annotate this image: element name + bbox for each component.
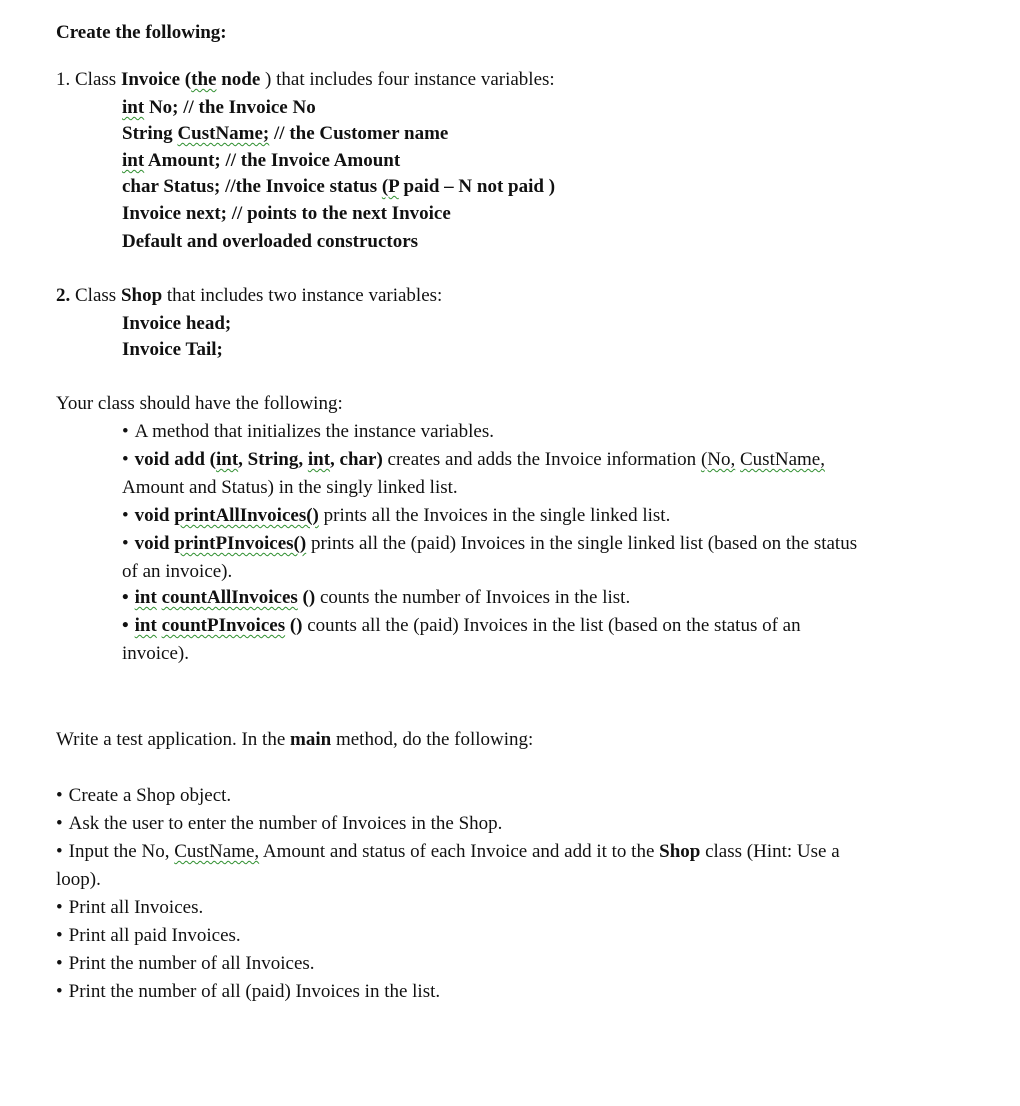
field-amount: int Amount; // the Invoice Amount: [122, 150, 401, 171]
field-constructors: Default and overloaded constructors: [122, 231, 419, 252]
requirement-continuation: of an invoice).: [122, 561, 233, 582]
requirement-item: • void add (int, String, int, char) creates and adds the Invoice information (No, CustName,: [122, 449, 825, 470]
requirement-item: • int countPInvoices () counts all the (paid) Invoices in the list (based on the status of an: [122, 615, 801, 636]
test-step: • Create a Shop object.: [56, 785, 232, 806]
test-intro: Write a test application. In the main method, do the following:: [56, 729, 534, 750]
requirements-intro: Your class should have the following:: [56, 393, 343, 414]
test-step: • Print all Invoices.: [56, 897, 204, 918]
field-next: Invoice next; // points to the next Invoice: [122, 203, 451, 224]
field-head: Invoice head;: [122, 313, 232, 334]
section-1-heading: 1. Class Invoice (the node ) that includes four instance variables:: [56, 69, 555, 90]
field-status: char Status; //the Invoice status (P paid – N not paid ): [122, 176, 556, 197]
test-step: • Print the number of all Invoices.: [56, 953, 315, 974]
requirement-item: • void printAllInvoices() prints all the Invoices in the single linked list.: [122, 505, 671, 526]
requirement-continuation: invoice).: [122, 643, 190, 664]
requirement-item: • int countAllInvoices () counts the number of Invoices in the list.: [122, 587, 631, 608]
requirement-continuation: Amount and Status) in the singly linked list.: [122, 477, 458, 498]
field-custname: String CustName; // the Customer name: [122, 123, 449, 144]
document-title: Create the following:: [56, 22, 227, 43]
test-step-continuation: loop).: [56, 869, 101, 890]
section-2-heading: 2. Class Shop that includes two instance variables:: [56, 285, 443, 306]
requirement-item: • A method that initializes the instance variables.: [122, 421, 494, 442]
test-step: • Print all paid Invoices.: [56, 925, 241, 946]
requirement-item: • void printPInvoices() prints all the (paid) Invoices in the single linked list (based on the status: [122, 533, 858, 554]
field-tail: Invoice Tail;: [122, 339, 223, 360]
test-step: • Print the number of all (paid) Invoices in the list.: [56, 981, 441, 1002]
field-no: int No; // the Invoice No: [122, 97, 316, 118]
test-step: • Ask the user to enter the number of Invoices in the Shop.: [56, 813, 503, 834]
test-step: • Input the No, CustName, Amount and status of each Invoice and add it to the Shop class (Hint: Use a: [56, 841, 840, 862]
